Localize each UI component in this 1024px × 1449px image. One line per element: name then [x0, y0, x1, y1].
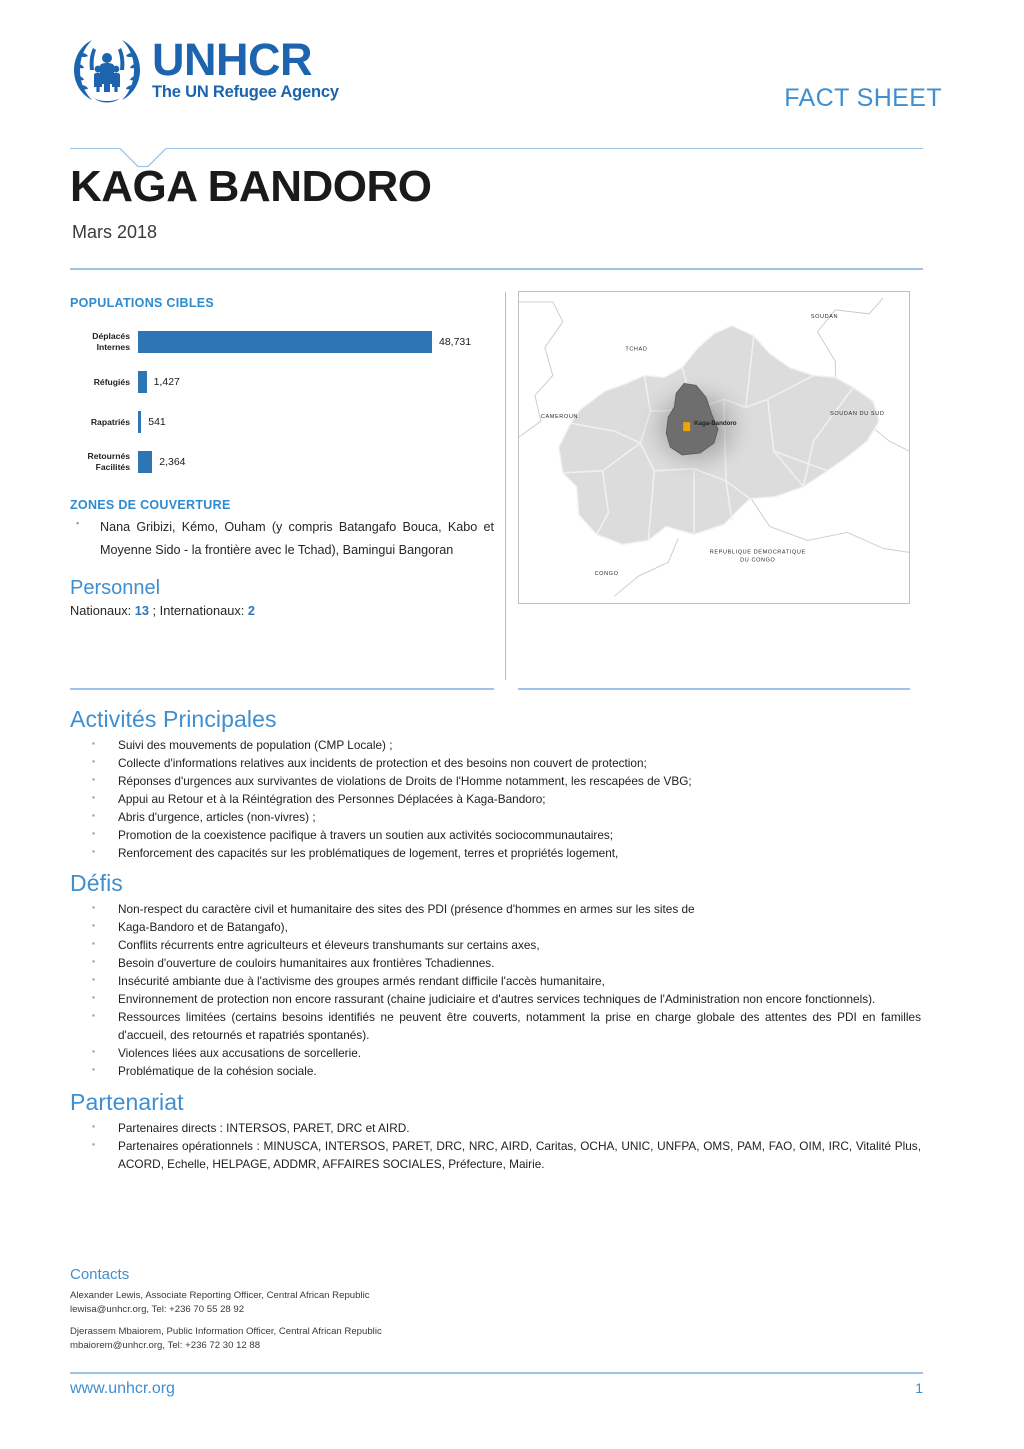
bar-segment — [138, 451, 152, 473]
partner-item: ▪ Partenaires opérationnels : MINUSCA, INTERSOS, PARET, DRC, NRC, AIRD, Caritas, OCHA, UNIC, UNFPA, OMS, PAM, FAO, OIM, IRC, Vitalité Plus, ACORD, Echelle, HELPAGE, ADDMR, AFFAIRES SOCIALES, Préfecture, Mairie. — [70, 1138, 923, 1174]
left-column-divider — [70, 688, 494, 690]
logo-subtitle: The UN Refugee Agency — [152, 83, 339, 102]
challenge-item: ▪ Non-respect du caractère civil et humanitaire des sites des PDI (présence d'hommes en armes sur les sites de — [70, 901, 923, 919]
challenges-section — [70, 870, 923, 1080]
challenge-item: ▪ Conflits récurrents entre agriculteurs et éleveurs transhumants sur certains axes, — [70, 937, 923, 955]
page-footer — [70, 1380, 923, 1398]
bar-track — [138, 402, 494, 442]
bar-chart-row — [70, 442, 494, 482]
logo-title: UNHCR — [152, 33, 312, 85]
challenge-item: ▪ Violences liées aux accusations de sorcellerie. — [70, 1045, 923, 1063]
contact-email-phone[interactable]: mbaiorem@unhcr.org, Tel: +236 72 30 12 88 — [70, 1340, 261, 1352]
unhcr-logo — [70, 34, 339, 106]
column-divider — [505, 292, 506, 680]
zones-list — [70, 516, 494, 563]
personnel-national-value: 13 — [134, 602, 149, 618]
map-label-tchad: TCHAD — [625, 346, 648, 353]
bar-chart-row — [70, 402, 494, 442]
bar-track — [138, 362, 494, 402]
header-divider — [70, 148, 923, 149]
page-title: KAGA BANDORO — [70, 162, 432, 211]
bar-category-label: Rapatriés — [90, 416, 130, 427]
contacts-section — [70, 1266, 923, 1361]
activity-item: ▪ Abris d'urgence, articles (non-vivres) ; — [70, 809, 923, 827]
challenge-item: ▪ Besoin d'ouverture de couloirs humanitaires aux frontières Tchadiennes. — [70, 955, 923, 973]
bar-value-label: 541 — [148, 416, 166, 428]
zones-heading: ZONES DE COUVERTURE — [70, 498, 231, 512]
populations-heading: POPULATIONS CIBLES — [70, 296, 215, 310]
personnel-international-value: 2 — [247, 602, 256, 618]
map-label-cameroun: CAMEROUN — [540, 414, 579, 421]
activity-item: ▪ Appui au Retour et à la Réintégration des Personnes Déplacées à Kaga-Bandoro; — [70, 791, 923, 809]
bar-category-label: Réfugiés — [93, 376, 130, 387]
document-type-label: FACT SHEET — [784, 84, 942, 112]
populations-bar-chart — [70, 322, 494, 482]
contact-email-phone[interactable]: lewisa@unhcr.org, Tel: +236 70 55 28 92 — [70, 1304, 245, 1316]
unhcr-laurel-logo-icon — [70, 34, 144, 106]
personnel-section — [70, 577, 494, 618]
map-label-congo: CONGO — [594, 571, 619, 578]
map-label-soudan: SOUDAN — [810, 313, 839, 320]
challenge-item: ▪ Insécurité ambiante due à l'activisme des groupes armés rendant difficile l'accès humanitaire, — [70, 973, 923, 991]
bar-category-label: Déplacés Internes — [92, 331, 130, 352]
bar-value-label: 48,731 — [439, 336, 472, 348]
activities-section — [70, 706, 923, 862]
activity-item: ▪ Renforcement des capacités sur les problématiques de logement, terres et propriétés logement, — [70, 845, 923, 863]
challenge-item: ▪ Ressources limitées (certains besoins identifiés ne peuvent être couverts, notamment la prise en charge globale des attentes des PDI en familles d'accueil, des retournés et rapatriés spontanés). — [70, 1009, 923, 1045]
coverage-zones-section — [70, 498, 494, 563]
left-column — [70, 296, 494, 618]
activity-item: ▪ Collecte d'informations relatives aux incidents de protection et des besoins non couvert de protection; — [70, 755, 923, 773]
personnel-heading: Personnel — [70, 576, 161, 599]
partner-item: ▪ Partenaires directs : INTERSOS, PARET, DRC et AIRD. — [70, 1120, 923, 1138]
contact-entry — [70, 1325, 923, 1354]
personnel-counts — [70, 603, 494, 618]
bar-track — [138, 442, 494, 482]
footer-url-link[interactable]: www.unhcr.org — [70, 1380, 175, 1397]
bar-segment — [138, 411, 141, 433]
contact-entry — [70, 1289, 923, 1318]
bar-chart-row — [70, 322, 494, 362]
challenges-heading: Défis — [70, 870, 123, 897]
page-date: Mars 2018 — [72, 222, 158, 242]
activity-item: ▪ Suivi des mouvements de population (CMP Locale) ; — [70, 737, 923, 755]
challenges-list — [70, 901, 923, 1080]
bar-chart-row — [70, 362, 494, 402]
bar-track — [138, 322, 494, 362]
challenge-item: ▪ Environnement de protection non encore rassurant (chaine judiciaire et d'autres services techniques de l'Administration non encore fonctionnels). — [70, 991, 923, 1009]
map-city-label: Kaga-Bandoro — [694, 420, 737, 428]
page-header — [0, 0, 1024, 150]
personnel-international-label: Internationaux: — [159, 602, 245, 618]
location-map — [518, 291, 910, 604]
challenge-item: ▪ Kaga-Bandoro et de Batangafo), — [70, 919, 923, 937]
bar-value-label: 1,427 — [153, 376, 180, 388]
contacts-heading: Contacts — [70, 1266, 130, 1283]
bar-segment — [138, 331, 432, 353]
activity-item: ▪ Promotion de la coexistence pacifique à travers un soutien aux activités sociocommunautaires; — [70, 827, 923, 845]
personnel-national-label: Nationaux: — [70, 602, 132, 618]
contact-name-title: Alexander Lewis, Associate Reporting Officer, Central African Republic — [70, 1290, 370, 1301]
partnership-section — [70, 1089, 923, 1174]
partnership-list — [70, 1120, 923, 1174]
map-label-rdc-line2: DU CONGO — [740, 557, 776, 564]
zone-item: ▪ Nana Gribizi, Kémo, Ouham (y compris Batangafo Bouca, Kabo et Moyenne Sido - la frontière avec le Tchad), Bamingui Bangoran — [70, 516, 494, 563]
activities-list — [70, 737, 923, 862]
contact-name-title: Djerassem Mbaiorem, Public Information Officer, Central African Republic — [70, 1325, 382, 1337]
challenge-item: ▪ Problématique de la cohésion sociale. — [70, 1063, 923, 1081]
personnel-separator: ; — [152, 602, 157, 618]
bar-category-label: Retournés Facilités — [87, 451, 130, 472]
activity-item: ▪ Réponses d'urgences aux survivantes de violations de Droits de l'Homme notamment, les rescapées de VBG; — [70, 773, 923, 791]
bar-value-label: 2,364 — [159, 456, 186, 468]
footer-page-number: 1 — [915, 1380, 923, 1396]
logo-wordmark — [152, 33, 339, 102]
partnership-heading: Partenariat — [70, 1088, 184, 1115]
footer-divider — [70, 1372, 923, 1374]
body-content — [70, 706, 923, 1173]
map-label-soudan-du-sud: SOUDAN DU SUD — [830, 411, 885, 418]
bar-segment — [138, 371, 147, 393]
map-label-rdc-line1: REPUBLIQUE DEMOCRATIQUE — [709, 549, 806, 556]
activities-heading: Activités Principales — [70, 706, 277, 732]
title-divider — [70, 268, 923, 270]
contacts-list — [70, 1289, 923, 1354]
map-divider — [518, 688, 910, 690]
